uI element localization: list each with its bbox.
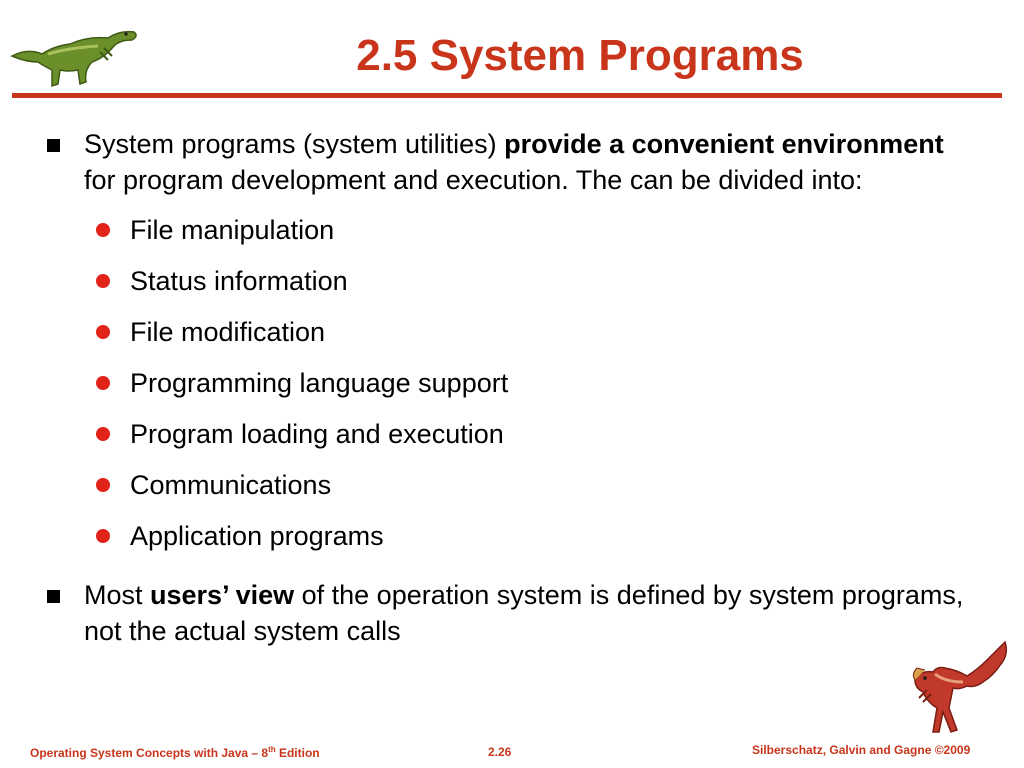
round-bullet-icon [96, 325, 110, 339]
footer-page-number: 2.26 [488, 745, 512, 759]
footer-book-text: Operating System Concepts with Java – 8 [30, 746, 269, 760]
slide-title: 2.5 System Programs [356, 31, 804, 80]
green-dinosaur-icon [8, 18, 140, 90]
sub-bullet-item [40, 263, 980, 314]
square-bullet-icon [47, 139, 60, 152]
round-bullet-icon [96, 529, 110, 543]
bullet-item [40, 577, 980, 649]
footer-book-superscript: th [268, 745, 276, 754]
sub-bullet-text: Program loading and execution [130, 419, 504, 449]
sub-bullet-text: File modification [130, 317, 326, 347]
bullet-item [40, 126, 980, 198]
red-dinosaur-icon [905, 638, 1013, 740]
footer-book-title [30, 745, 320, 760]
square-bullet-icon [47, 590, 60, 603]
bullet-text: System programs (system utilities) [84, 129, 505, 159]
sub-bullet-item [40, 212, 980, 263]
round-bullet-icon [96, 274, 110, 288]
slide-body [40, 126, 980, 649]
sub-bullet-item [40, 416, 980, 467]
sub-bullet-text: Programming language support [130, 368, 509, 398]
sub-bullet-text: Application programs [130, 521, 384, 551]
round-bullet-icon [96, 478, 110, 492]
round-bullet-icon [96, 223, 110, 237]
sub-bullet-item [40, 467, 980, 518]
title-divider [12, 93, 1002, 98]
bullet-text: Most [84, 580, 151, 610]
sub-bullet-text: Status information [130, 266, 348, 296]
footer-book-text: Edition [275, 746, 320, 760]
sub-bullet-text: Communications [130, 470, 332, 500]
footer-copyright: Silberschatz, Galvin and Gagne ©2009 [752, 743, 971, 757]
sub-bullet-list [40, 212, 980, 569]
bullet-emphasis: users’ view [150, 580, 295, 610]
sub-bullet-text: File manipulation [130, 215, 335, 245]
sub-bullet-item [40, 518, 980, 569]
round-bullet-icon [96, 376, 110, 390]
bullet-emphasis: provide a convenient environment [504, 129, 944, 159]
sub-bullet-item [40, 314, 980, 365]
round-bullet-icon [96, 427, 110, 441]
bullet-text: of the operation system is defined by system programs, not the actual system calls [84, 580, 964, 646]
bullet-text: for program development and execution. The can be divided into: [84, 165, 863, 195]
sub-bullet-item [40, 365, 980, 416]
